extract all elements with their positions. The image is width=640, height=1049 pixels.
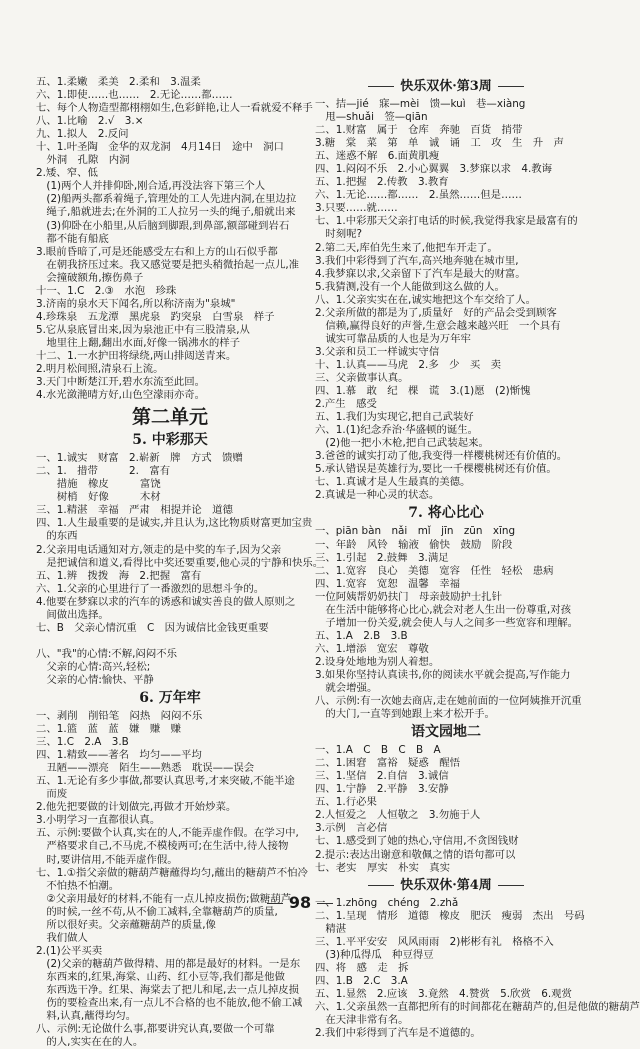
answer-line: 在天津非常有名。 (315, 1014, 409, 1027)
answer-line: 六、1.增添 宽宏 尊敬 (315, 642, 429, 655)
answer-line: 八、"我"的心情:不解,闷闷不乐 (36, 647, 178, 660)
answer-line: 3.眼前昏暗了,可是还能感受左右和上方的山石似乎都 (36, 245, 278, 258)
answer-line: 2.产生 感受 (315, 398, 377, 411)
answer-line: (2)父亲的糖葫芦做得精、用的都是最好的材料。一是东 (36, 957, 301, 970)
answer-line: 六、1.(1)纪念乔治·华盛顿的诞生。 (315, 424, 479, 437)
answer-line: 在朝我挤压过来。我又感觉要是把头稍微抬起一点儿,准 (36, 258, 300, 271)
answer-line: 的时候,一丝不苟,从不偷工减料,全靠糖葫芦的质量, (36, 905, 278, 918)
answer-line: 在生活中能够将心比心,就会对老人生出一份尊重,对孩 (315, 603, 571, 616)
answer-line: 3.父亲和员工一样诚实守信 (315, 345, 440, 358)
answer-line: (3)种瓜得瓜 种豆得豆 (315, 948, 434, 961)
answer-line: 五、1.我们为实现它,把自己武装好 (315, 411, 474, 424)
answer-line: 三、1.平平安安 风风雨雨 2)彬彬有礼 格格不入 (315, 935, 554, 948)
answer-line: 树梢 好像 木材 (36, 491, 161, 504)
answer-line: 2.父亲所做的都是为了,质量好 好的产品会受到顾客 (315, 306, 557, 319)
answer-line: 3.糖 棠 菜 第 单 诚 诵 工 攻 生 升 声 (315, 137, 564, 150)
garden-title: 语文园地二 (411, 724, 481, 741)
answer-line: 信赖,赢得良好的声誉,生意会越来越兴旺 一个具有 (315, 319, 561, 332)
answer-line: 父亲的心情:愉快、平静 (36, 673, 154, 686)
answer-line: 地里往上翻,翻出水面,好像一锅沸水的样子 (36, 336, 241, 349)
answer-line: 六、1.即使……也…… 2.无论……都…… (36, 89, 233, 102)
answer-line: 2.人恒爱之 人恒敬之 3.勿施于人 (315, 809, 481, 822)
answer-line: 二、1.呈现 情形 道德 橡皮 肥沃 瘦弱 杰出 号码 (315, 909, 585, 922)
answer-line: 十、1.认真——马虎 2.多 少 买 卖 (315, 358, 502, 371)
answer-line: 三、1.精湛 幸福 严肃 相提并论 道德 (36, 504, 233, 517)
answer-line: 三、1.C 2.A 3.B (36, 736, 129, 749)
answer-line: 父亲的心情:高兴,轻松; (36, 660, 151, 673)
answer-line: 3.我们中彩得到了汽车,高兴地奔驰在城市里, (315, 254, 519, 267)
answer-line: 八、1.父亲实实在在,诚实地把这个车交给了人。 (315, 293, 537, 306)
answer-line: 三、父亲做事认真。 (315, 371, 409, 384)
answer-line: 一、1.zhōng chéng 2.zhǎ (315, 896, 459, 909)
unit-title: 第二单元 (131, 406, 208, 429)
answer-line: 四、1.闷闷不乐 2.小心翼翼 3.梦寐以求 4.教诲 (315, 163, 553, 176)
answer-line: 丑陋——漂亮 陌生——熟悉 耽误——误会 (36, 762, 255, 775)
answer-line: 3.天门中断楚江开,碧水东流至此回。 (36, 376, 206, 389)
answer-line: 4.我梦寐以求,父亲留下了汽车是最大的财富。 (315, 267, 526, 280)
answer-line: 的人,实实在在的人。 (36, 1036, 144, 1049)
answer-line: 料,认真,蘸得均匀。 (36, 1010, 137, 1023)
answer-line: 3.爸爸的诚实打动了他,我变得一样樱桃树还有价值的。 (315, 450, 568, 463)
answer-line: 五、示例:要做个认真,实在的人,不能弄虚作假。在学习中, (36, 827, 299, 840)
week4-answers (315, 896, 640, 1041)
answer-line: 六、1.无论……都…… 2.虽然……但是…… (315, 189, 522, 202)
answer-line: 所以很好卖。父亲蘸糖葫芦的质量,像 (36, 918, 216, 931)
answer-line: 五、1.无论有多少事做,都要认真思考,才来突破,不能半途 (36, 775, 295, 788)
answer-line: 3.小明学习一直都很认真。 (36, 814, 161, 827)
answer-line: (3)仰卧在小船里,从后脑到脚跟,到鼻部,额部碰到岩石 (36, 219, 290, 232)
answer-line: 我们做人 (36, 931, 88, 944)
answer-line: 二、1.篮 蓝 蓝 嫌 赚 赚 (36, 723, 181, 736)
answer-line: 的东西 (36, 530, 78, 543)
answer-line: 2.明月松间照,清泉石上流。 (36, 363, 164, 376)
answer-line: 四、将 感 走 拆 (315, 961, 409, 974)
week3-answers (315, 98, 577, 359)
week3-title: 快乐双休·第3周 (315, 78, 577, 96)
answer-line: 七、老实 厚实 朴实 真实 (315, 861, 451, 874)
answer-line: 四、1.精致——著名 均匀——平均 (36, 749, 202, 762)
answer-line: 十、1.叶圣陶 金华的双龙洞 4月14日 途中 洞口 (36, 141, 284, 154)
answer-line: 一、年龄 风铃 输液 偷快 鼓励 阶段 (315, 538, 513, 551)
answer-line: 四、1.宁静 2.平静 3.安静 (315, 783, 449, 796)
answer-line: 2.真诚是一种心灵的状态。 (315, 489, 440, 502)
answer-line: 五、1.把握 2.传教 3.教育 (315, 176, 449, 189)
answer-line: 时刻呢? (315, 228, 363, 241)
answer-line: 七、每个人物造型都栩栩如生,色彩鲜艳,让人一看就爱不释手 (36, 102, 313, 115)
answer-line: 4.他要在梦寐以求的汽车的诱惑和诚实善良的做人原则之 (36, 595, 296, 608)
answer-line: 外洞 孔隙 内洞 (36, 154, 130, 167)
answer-line: 都不能有船底 (36, 232, 109, 245)
answer-line: 严格要求自己,不马虎,不模棱两可;在生活中,待人接物 (36, 840, 289, 853)
answer-line: 四、1.人生最重要的是诚实,并且认为,这比物质财富更加宝贵 (36, 517, 313, 530)
answer-line: 一、剥削 削铅笔 闷热 闷闷不乐 (36, 710, 203, 723)
answer-line: 时,要讲信用,不能弄虚作假。 (36, 853, 178, 866)
lesson6-answers (36, 710, 308, 1049)
lesson5-answers (36, 452, 324, 687)
answer-line: 九、1.拟人 2.反问 (36, 128, 129, 141)
answer-line: 5.我猜测,没有一个人能做到这么做的人。 (315, 280, 505, 293)
answer-line: 七、B 父亲心情沉重 C 因为诚信比金钱更重要 (36, 621, 269, 634)
answer-line: 诚实可靠品质的人也是为万年牢 (315, 332, 471, 345)
answer-line: 2.我们中彩得到了汽车是不道德的。 (315, 1027, 481, 1040)
page-number: 98 (0, 893, 600, 912)
lesson-answers (315, 359, 577, 503)
answer-line: 2.父亲用电话通知对方,领走的是中奖的车子,因为父亲 (36, 543, 282, 556)
answer-line: 二、1.宽容 良心 美德 宽容 任性 轻松 患病 (315, 564, 554, 577)
answer-line: 精湛 (315, 922, 347, 935)
lesson7-answers (315, 525, 582, 721)
answer-line: (2)船两头都系着绳子,管理处的工人先进内洞,在里边拉 (36, 193, 297, 206)
answer-line: 五、1.柔嫩 柔美 2.柔和 3.温柔 (36, 76, 201, 88)
answer-line: 4.水光潋滟晴方好,山色空濛雨亦奇。 (36, 389, 206, 402)
answer-line: (2)他一把小木枪,把自己武装起来。 (315, 437, 489, 450)
answer-line (36, 635, 304, 648)
answer-line: 5.它从泉底冒出来,因为泉池正中有三股清泉,从 (36, 323, 250, 336)
lesson6-title: 6. 万年牢 (139, 690, 201, 707)
answer-line: 4.珍珠泉 五龙潭 黑虎泉 趵突泉 白雪泉 样子 (36, 310, 275, 323)
answer-line: 2.矮、窄、低 (36, 167, 98, 180)
answer-line: 2.第二天,库伯先生来了,他把车开走了。 (315, 241, 498, 254)
answer-line: 七、1.感受到了她的热心,守信用,不贪图钱财 (315, 835, 519, 848)
answer-line: 五、1.辨 拨拨 海 2.把握 富有 (36, 569, 202, 582)
answer-line: 间做出选择。 (36, 608, 109, 621)
answer-line: 3.如果你坚持认真读书,你的阅读水平就会提高,写作能力 (315, 668, 571, 681)
answer-line: 八、示例:有一次她去商店,走在她前面的一位阿姨推开沉重 (315, 695, 582, 708)
answer-line: 2.他先把要做的计划做完,再做才开始炒菜。 (36, 801, 237, 814)
answer-line: 3.只要……就…… (315, 202, 398, 215)
garden-answers (315, 744, 577, 874)
answer-line: 2.(1)公平买卖 (36, 944, 103, 957)
answer-line: 八、示例:无论做什么事,都要讲究认真,要做一个可靠 (36, 1023, 275, 1036)
answer-line: 七、1.真诚才是人生最真的美德。 (315, 476, 471, 489)
answer-line: 一、1.诚实 财富 2.崭新 牌 方式 馈赠 (36, 452, 243, 465)
week4-title: 快乐双休·第4周 (315, 877, 577, 895)
answer-line: 四、1.宽容 宽恕 温馨 幸福 (315, 577, 460, 590)
answer-line: 伤的要检查出来,有一点儿不合格的也不能放,他不偷工减 (36, 997, 303, 1010)
answer-line: 东西来的,红果,海棠、山药、红小豆等,我们都是他做 (36, 970, 285, 983)
answer-line: 会撞破额角,擦伤鼻子 (36, 271, 144, 284)
answer-line: 绳子,船就进去;在外洞的工人拉另一头的绳子,船就出来 (36, 206, 296, 219)
answer-line: 七、1.中彩那天父亲打电话的时候,我觉得我家是最富有的 (315, 215, 578, 228)
answer-line: 七、1.①指父亲做的糖葫芦糖蘸得均匀,蘸出的糖葫芦不怕冷 (36, 866, 308, 879)
answer-line: 3.示例 言必信 (315, 822, 388, 835)
lesson7-title: 7. 将心比心 (408, 505, 484, 522)
answer-line: 措施 橡皮 富饶 (36, 478, 161, 491)
answer-line: 五、1.行必果 (315, 796, 377, 809)
answer-line: 子增加一份关爱,就会使人与人之间多一些宽容和理解。 (315, 616, 579, 629)
answer-line: 二、1. 措带 2. 富有 (36, 465, 171, 478)
answer-line: 二、1.财富 属于 仓库 奔驰 百货 捎带 (315, 124, 523, 137)
answer-line: 十一、1.C 2.③ 水泡 珍珠 (36, 284, 177, 297)
answer-line: 五、1.A 2.B 3.B (315, 629, 408, 642)
answer-line: (1)两个人并排仰卧,刚合适,再没法容下第三个人 (36, 180, 266, 193)
answer-line: 不怕热不怕潮。 (36, 879, 120, 892)
answer-line: 六、1.父亲虽然一直都把所有的时间都花在糖葫芦的,但是他做的糖葫芦 (315, 1001, 640, 1013)
lesson5-title: 5. 中彩那天 (132, 432, 208, 449)
answer-line: 2.提示:表达出谢意和敬佩之情的语句都可以 (315, 848, 516, 861)
answer-line: 2.设身处地地为别人着想。 (315, 655, 440, 668)
answer-line: 五、迷惑不解 6.面黄肌瘦 (315, 150, 440, 163)
answer-line: 十二、1.一水护田将绿绕,两山排闼送青来。 (36, 349, 237, 362)
answer-line: 五、1.显然 2.应该 3.竟然 4.赞赏 5.欣赏 6.观赏 (315, 987, 572, 1000)
answer-line: 一、1.A C B C B A (315, 744, 441, 757)
answer-line: 3.济南的泉水天下闻名,所以称济南为"泉城" (36, 297, 236, 310)
answer-line: ②父亲用最好的材料,不能有一点儿掉皮损伤;做糖葫芦 (36, 892, 292, 905)
answer-line: 一位阿姨帮奶奶扶门 母亲鼓励护士扎针 (315, 590, 503, 603)
answer-line: 六、1.父亲的心里进行了一番激烈的思想斗争的。 (36, 582, 265, 595)
answer-line: 三、1.引起 2.鼓舞 3.满足 (315, 551, 449, 564)
answer-line: 一、拮—jié 寐—mèi 馈—kuì 巷—xiàng (315, 98, 526, 110)
unit1-answers (36, 76, 313, 402)
answer-line: 就会增强。 (315, 682, 378, 695)
answer-line: 甩—shuǎi 签—qiān (315, 111, 428, 124)
answer-line: 是把诚信和道义,看得比中奖还要重要,他心灵的宁静和快乐。 (36, 556, 324, 569)
answer-line: 二、1.困窘 富裕 疑惑 醒悟 (315, 757, 460, 770)
answer-line: 三、1.坚信 2.自信 3.诚信 (315, 770, 449, 783)
answer-line: 八、1.比喻 2.√ 3.× (36, 115, 144, 128)
answer-line: 东西选干净。红果、海棠去了把儿和尾,去一点儿掉皮损 (36, 984, 300, 996)
answer-line: 一、piān bàn nǎi mǐ jīn zūn xīng (315, 525, 516, 538)
answer-line: 四、1.慕 敢 纪 棵 谎 3.(1)愿 (2)惭愧 (315, 385, 531, 398)
answer-line: 而废 (36, 788, 68, 801)
answer-line: 5.承认错误是英雄行为,要比一千棵樱桃树还有价值。 (315, 463, 557, 476)
answer-line: 四、1.B 2.C 3.A (315, 974, 408, 987)
answer-line: 的大门,一直等到她跟上来才松开手。 (315, 708, 495, 721)
